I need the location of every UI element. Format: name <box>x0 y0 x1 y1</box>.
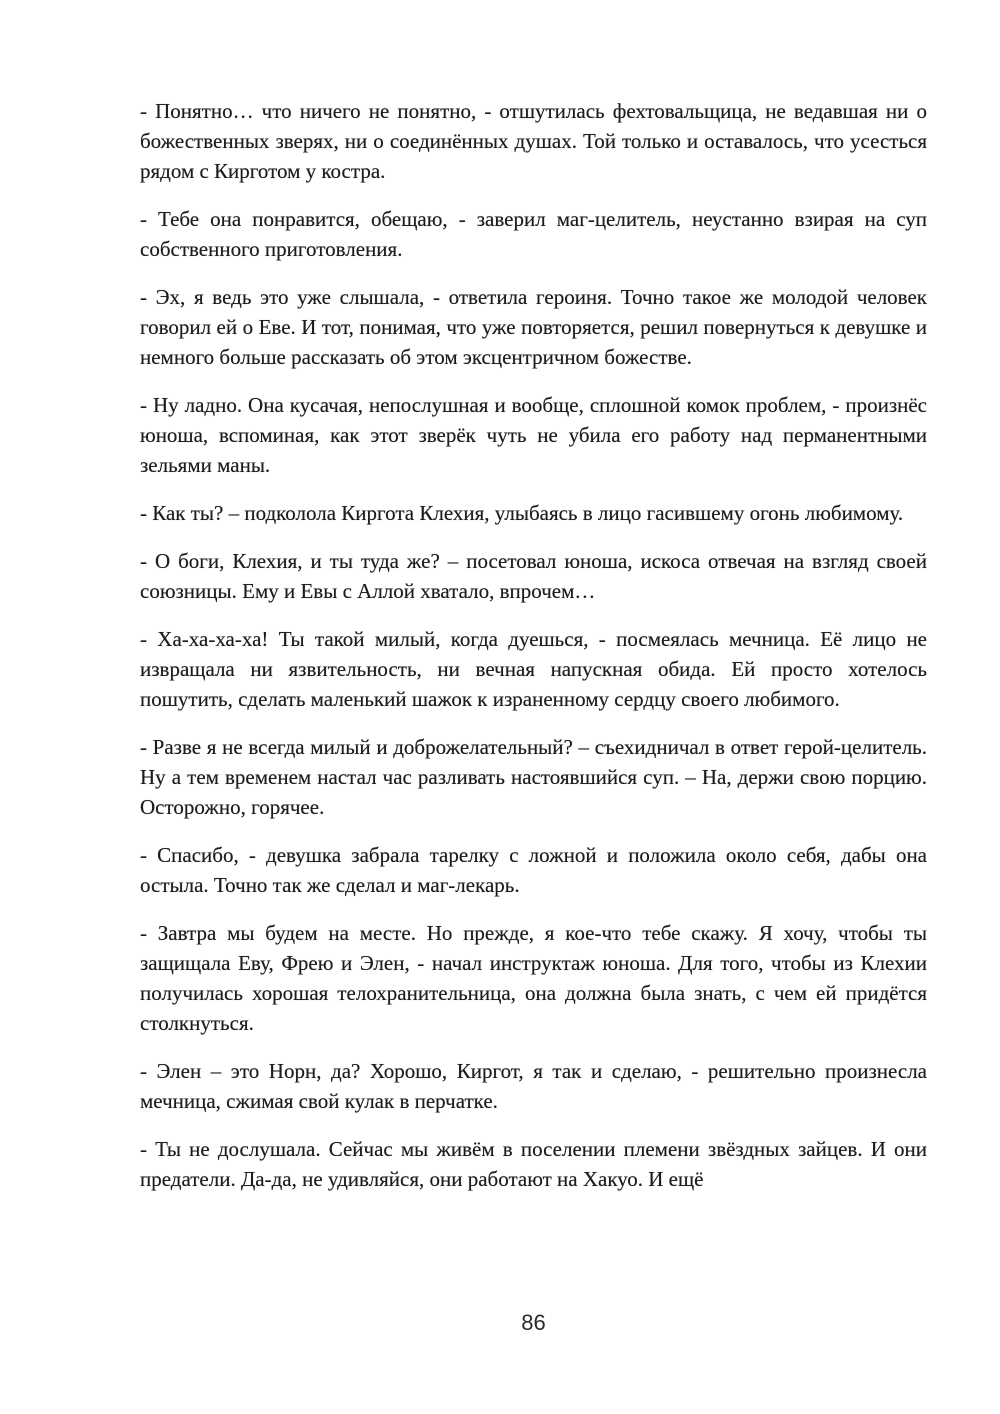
paragraph: - Спасибо, - девушка забрала тарелку с ложной и положила около себя, дабы она остыла. Точно так же сделал и маг-лекарь. <box>140 843 927 897</box>
paragraph: - О боги, Клехия, и ты туда же? – посетовал юноша, искоса отвечая на взгляд своей союзницы. Ему и Евы с Аллой хватало, впрочем… <box>140 549 927 603</box>
paragraph: - Элен – это Норн, да? Хорошо, Киргот, я так и сделаю, - решительно произнесла мечница, сжимая свой кулак в перчатке. <box>140 1059 927 1113</box>
text-block <box>140 96 927 1212</box>
paragraph: - Тебе она понравится, обещаю, - заверил маг-целитель, неустанно взирая на суп собственного приготовления. <box>140 207 927 261</box>
paragraph: - Понятно… что ничего не понятно, - отшутилась фехтовальщица, не ведавшая ни о божественных зверях, ни о соединённых душах. Той только и оставалось, что усесться рядом с Кирготом у костра. <box>140 99 927 183</box>
paragraph: - Ты не дослушала. Сейчас мы живём в поселении племени звёздных зайцев. И они предатели. Да-да, не удивляйся, они работают на Хакуо. И ещё <box>140 1137 927 1191</box>
paragraph: - Как ты? – подколола Киргота Клехия, улыбаясь в лицо гасившему огонь любимому. <box>140 501 904 525</box>
paragraph: - Ну ладно. Она кусачая, непослушная и вообще, сплошной комок проблем, - произнёс юноша, вспоминая, как этот зверёк чуть не убила его работу над перманентными зельями маны. <box>140 393 927 477</box>
paragraph: - Ха-ха-ха-ха! Ты такой милый, когда дуешься, - посмеялась мечница. Её лицо не извращала ни язвительность, ни вечная напускная обида. Ей просто хотелось пошутить, сделать маленький шажок к израненному сердцу своего любимого. <box>140 627 927 711</box>
paragraph: - Завтра мы будем на месте. Но прежде, я кое-что тебе скажу. Я хочу, чтобы ты защищала Еву, Фрею и Элен, - начал инструктаж юноша. Для того, чтобы из Клехии получилась хорошая телохранительница, она должна была знать, с чем ей придётся столкнуться. <box>140 921 927 1035</box>
page-number: 86 <box>521 1310 546 1335</box>
paragraph: - Разве я не всегда милый и доброжелательный? – съехидничал в ответ герой-целитель. Ну а тем временем настал час разливать настоявшийся суп. – На, держи свою порцию. Осторожно, горячее. <box>140 735 927 819</box>
paragraph: - Эх, я ведь это уже слышала, - ответила героиня. Точно такое же молодой человек говорил ей о Еве. И тот, понимая, что уже повторяется, решил повернуться к девушке и немного больше рассказать об этом эксцентричном божестве. <box>140 285 927 369</box>
